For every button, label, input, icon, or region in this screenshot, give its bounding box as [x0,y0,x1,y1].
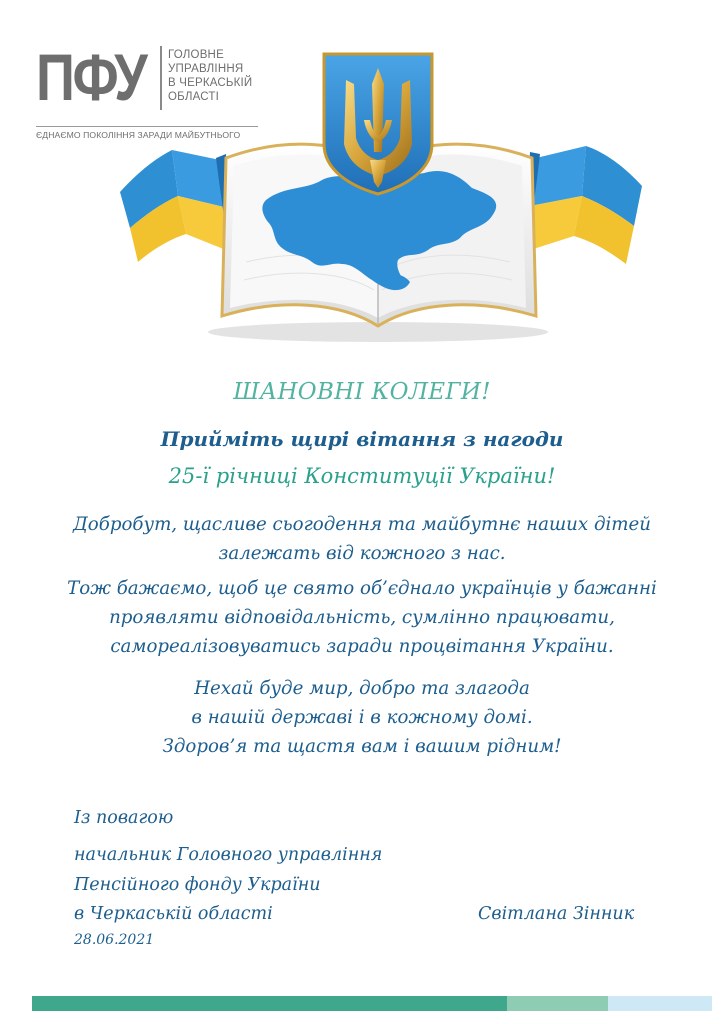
greeting-line: Прийміть щирі вітання з нагоди [160,427,564,451]
paragraph-line: Здоров’я та щастя вам і вашим рідним! [162,736,562,757]
signature-title-line: Пенсійного фонду України [74,875,321,895]
footer-stripe-segment [608,996,712,1011]
emblem-illustration [116,40,646,348]
signature-date: 28.06.2021 [74,932,155,948]
greeting-occasion: 25-ї річниці Конституції України! [168,464,556,488]
paragraph-line: в нашій державі і в кожному домі. [191,707,533,728]
logo-org-line: УПРАВЛІННЯ [168,63,244,75]
wish-paragraph [0,674,724,761]
signature-title-line: в Черкаській області [74,904,273,924]
footer-stripe-segment [32,996,507,1011]
logo-mark: ПФУ [36,40,146,114]
greeting-heading: ШАНОВНІ КОЛЕГИ! [233,379,491,405]
logo-org-line: ГОЛОВНЕ [168,49,224,61]
trident-icon [324,54,432,194]
wish-paragraph [0,574,724,661]
footer-stripe [32,996,712,1011]
wish-paragraph [0,510,724,568]
signature-name: Світлана Зінник [478,904,635,924]
signature-title-line: начальник Головного управління [74,845,383,865]
paragraph-line: самореалізовуватись заради процвітання України. [110,636,614,657]
paragraph-line: Добробут, щасливе сьогодення та майбутнє наших дітей [72,514,652,535]
paragraph-line: залежать від кожного з нас. [218,543,506,564]
footer-stripe-segment [507,996,608,1011]
logo-org-line: ОБЛАСТІ [168,91,219,103]
paragraph-line: Тож бажаємо, щоб це свято об’єднало українців у бажанні [67,578,657,599]
logo-motto: ЄДНАЄМО ПОКОЛІННЯ ЗАРАДИ МАЙБУТНЬОГО [36,126,258,140]
paragraph-line: проявляти відповідальність, сумлінно працювати, [109,607,615,628]
signature-respect: Із повагою [74,808,174,828]
paragraph-line: Нехай буде мир, добро та злагода [194,678,530,699]
logo-org-line: В ЧЕРКАСЬКІЙ [168,77,253,89]
